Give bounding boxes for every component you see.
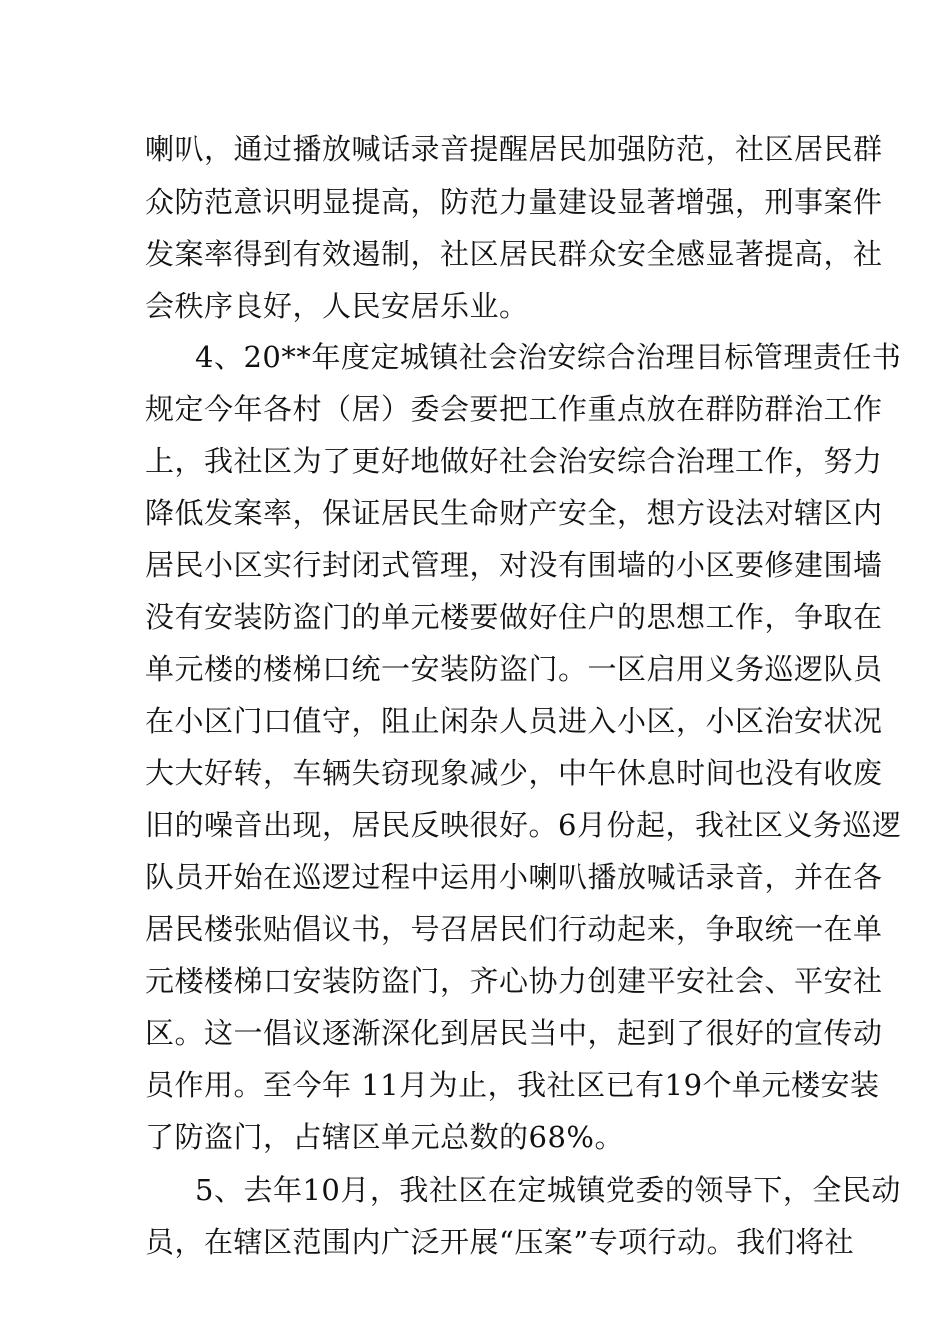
text-line: 会秩序良好，人民安居乐业。 bbox=[145, 289, 529, 323]
text-line: 众防范意识明显提高，防范力量建设显著增强，刑事案件 bbox=[145, 185, 883, 219]
paragraph-start-line: 4、20**年度定城镇社会治安综合治理目标管理责任书 bbox=[195, 340, 902, 374]
text-line: 了防盗门，占辖区单元总数的68%。 bbox=[145, 1120, 624, 1154]
text-line: 居民小区实行封闭式管理，对没有围墙的小区要修建围墙 bbox=[145, 548, 883, 582]
text-line: 旧的噪音出现，居民反映很好。6月份起，我社区义务巡逻 bbox=[145, 808, 902, 842]
text-line: 单元楼的楼梯口统一安装防盗门。一区启用义务巡逻队员 bbox=[145, 652, 883, 686]
text-line: 上，我社区为了更好地做好社会治安综合治理工作，努力 bbox=[145, 444, 883, 478]
text-line: 员作用。至今年 11月为止，我社区已有19个单元楼安装 bbox=[145, 1068, 880, 1102]
text-line: 队员开始在巡逻过程中运用小喇叭播放喊话录音，并在各 bbox=[145, 860, 883, 894]
paragraph-start-line: 5、去年10月，我社区在定城镇党委的领导下，全民动 bbox=[195, 1173, 901, 1207]
text-line: 居民楼张贴倡议书，号召居民们行动起来，争取统一在单 bbox=[145, 912, 883, 946]
text-line: 在小区门口值守，阻止闲杂人员进入小区，小区治安状况 bbox=[145, 704, 883, 738]
text-line: 员，在辖区范围内广泛开展“压案”专项行动。我们将社 bbox=[145, 1225, 855, 1259]
text-line: 大大好转，车辆失窃现象减少，中午休息时间也没有收废 bbox=[145, 756, 883, 790]
text-line: 喇叭，通过播放喊话录音提醒居民加强防范，社区居民群 bbox=[145, 132, 883, 166]
text-line: 元楼楼梯口安装防盗门，齐心协力创建平安社会、平安社 bbox=[145, 964, 883, 998]
text-line: 降低发案率，保证居民生命财产安全，想方设法对辖区内 bbox=[145, 496, 883, 530]
text-line: 发案率得到有效遏制，社区居民群众安全感显著提高，社 bbox=[145, 237, 883, 271]
text-line: 没有安装防盗门的单元楼要做好住户的思想工作，争取在 bbox=[145, 600, 883, 634]
text-line: 规定今年各村（居）委会要把工作重点放在群防群治工作 bbox=[145, 392, 883, 426]
text-line: 区。这一倡议逐渐深化到居民当中，起到了很好的宣传动 bbox=[145, 1016, 883, 1050]
